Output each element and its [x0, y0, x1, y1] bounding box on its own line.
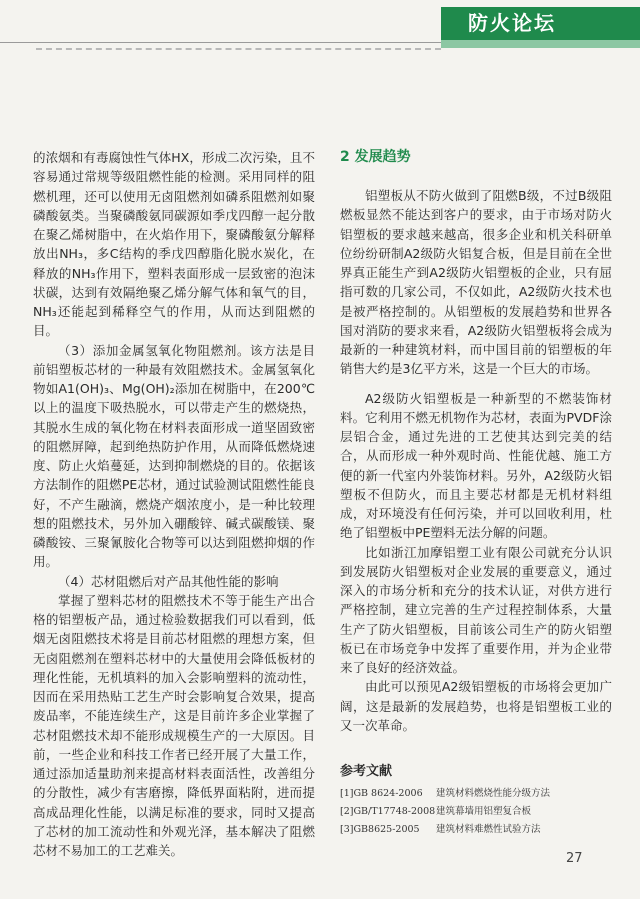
- reference-id: [2]GB/T17748-2008: [340, 806, 436, 817]
- reference-title: 建筑幕墙用铝塑复合板: [436, 806, 532, 817]
- reference-title: 建筑材料燃烧性能分级方法: [436, 788, 551, 799]
- body-paragraph: 铝塑板从不防火做到了阻燃B级，不过B级阻燃板显然不能达到客户的要求，由于市场对防火铝塑板的要求越来越高，很多企业和机关科研单位纷纷研制A2级防火铝复合板，但是目前在全世界真正能生产到A2级防火铝塑板的企业，只有屈指可数的几家公司，不仅如此，A2级防火技术也是被严格控制的。从铝塑板的发展趋势和世界各国对消防的要求来看，A2级防火铝塑板将会成为最新的一种建筑材料，而中国目前的铝塑板的年销售大约是3亿平方米，这是一个巨大的市场。: [340, 188, 612, 377]
- reference-title: 建筑材料难燃性试验方法: [436, 824, 541, 835]
- body-paragraph: A2级防火铝塑板是一种新型的不燃装饰材料。它利用不燃无机物作为芯材，表面为PVDF涂层铝合金，通过先进的工艺使其达到完美的结合，从而形成一种外观时尚、性能优越、施工方便的新一代室内外装饰材料。另外，A2级防火铝塑板不但防火，而且主要芯材都是无机材料组成，对环境没有任何污染，并可以回收利用，杜绝了铝塑板中PE塑料无法分解的问题。: [340, 390, 612, 541]
- body-paragraph: （3）添加金属氢氧化物阻燃剂。该方法是目前铝塑板芯材的一种最有效阻燃技术。金属氢氧化物如A1(OH)₃、Mg(OH)₂添加在树脂中，在200℃以上的温度下吸热脱水，可以带走产生的燃烧热，其脱水生成的氧化物在材料表面形成一道坚固致密的阻燃屏障，起到绝热防护作用，从而降低燃烧速度、防止火焰蔓延，达到抑制燃烧的目的。依据该方法制作的阻燃PE芯材，通过试验测试阻燃性能良好，不产生融滴，燃烧产烟浓度小，是一种比较理想的阻燃技术，另外加入硼酸锌、碱式碳酸镁、聚磷酸铵、三聚氰胺化合物等可以达到阻燃抑烟的作用。: [33, 342, 315, 570]
- section-title: 2 发展趋势: [340, 149, 411, 165]
- reference-id: [1]GB 8624-2006: [340, 788, 423, 799]
- header-banner-strip: [441, 40, 640, 48]
- right-column: [340, 148, 612, 839]
- references-title: 参考文献: [340, 764, 393, 779]
- reference-id: [3]GB8625-2005: [340, 824, 420, 835]
- reference-item: [340, 821, 612, 839]
- left-column: [33, 148, 315, 860]
- page-number: 27: [566, 851, 583, 866]
- body-paragraph: 比如浙江加摩铝塑工业有限公司就充分认识到发展防火铝塑板对企业发展的重要意义，通过深入的市场分析和充分的技术认证，对供方进行严格控制，建立完善的生产过程控制体系，大量生产了防火铝塑板，目前该公司生产的防火铝塑板已在市场竞争中发挥了重要作用，并为企业带来了良好的经济效益。: [340, 544, 612, 675]
- header-dashed-rule: [36, 48, 441, 50]
- body-paragraph: 由此可以预见A2级铝塑板的市场将会更加广阔，这是最新的发展趋势，也将是铝塑板工业的又一次革命。: [340, 679, 612, 733]
- column-title: 防火论坛: [468, 11, 556, 35]
- body-paragraph: 掌握了塑料芯材的阻燃技术不等于能生产出合格的铝塑板产品，通过检验数据我们可以看到，低烟无卤阻燃技术将是目前芯材阻燃的理想方案，但无卤阻燃剂在塑料芯材中的大量使用会降低板材的理化性能，无机填料的加入会影响塑料的流动性，因而在采用热贴工艺生产时会影响复合效果，提高废品率，不能连续生产，这是目前许多企业掌握了芯材阻燃技术却不能形成规模生产的一大原因。目前，一些企业和科技工作者已经开展了大量工作，通过添加适量助剂来提高材料表面活性，改善组分的分散性，减少有害磨擦，降低界面粘附，进而提高成品理化性能，以满足标准的要求，同时又提高了芯材的加工流动性和外观光泽，基本解决了阻燃芯材不易加工的工艺难关。: [33, 592, 315, 858]
- reference-item: [340, 785, 612, 803]
- reference-item: [340, 803, 612, 821]
- subsection-heading: （4）芯材阻燃后对产品其他性能的影响: [58, 573, 279, 589]
- body-paragraph: 的浓烟和有毒腐蚀性气体HX，形成二次污染，且不容易通过常规等级阻燃性能的检测。采用同样的阻燃机理，还可以使用无卤阻燃剂如磷系阻燃剂如聚磷酸氨类。当聚磷酸氨同碳源如季戊四醇一起分散在聚乙烯树脂中，在火焰作用下，聚磷酸氨分解释放出NH₃，多C结构的季戊四醇脂化脱水炭化，在释放的NH₃作用下，塑料表面形成一层致密的泡沫状碳，达到有效隔绝聚乙烯分解气体和氧气的目，NH₃还能起到稀释空气的作用，从而达到阻燃的目。: [33, 150, 315, 339]
